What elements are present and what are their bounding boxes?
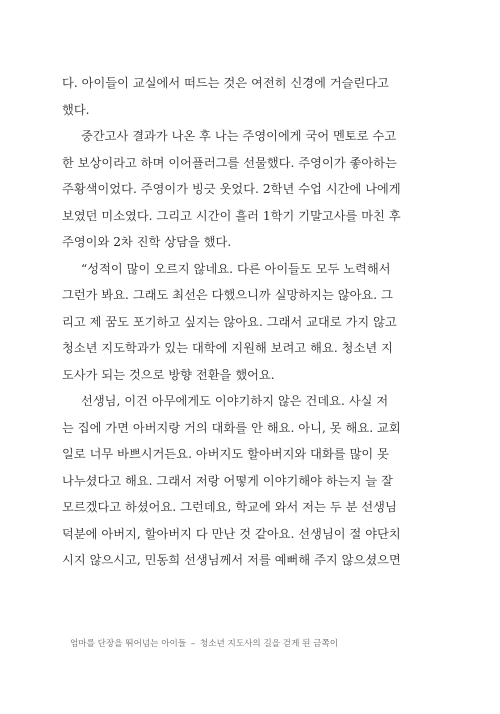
text-line: 청소년 지도학과가 있는 대학에 지원해 보려고 해요. 청소년 지 <box>62 341 393 355</box>
text-line: 한 보상이라고 하며 이어플러그를 선물했다. 주영이가 좋아하는 <box>62 155 397 170</box>
footer-separator: – <box>190 639 196 649</box>
text-line: 도사가 되는 것으로 방향 전환을 했어요. <box>62 367 275 382</box>
paragraph-start-line: 중간고사 결과가 나온 후 나는 주영이에게 국어 멘토로 수고 <box>81 129 397 143</box>
text-line: 주영이와 2차 진학 상담을 했다. <box>62 235 232 249</box>
running-footer <box>70 637 338 649</box>
footer-chapter-title: 청소년 지도사의 길을 걷게 된 금쪽이 <box>199 639 339 649</box>
text-line: 리고 제 꿈도 포기하고 싶지는 않아요. 그래서 교대로 가지 않고 <box>62 314 397 329</box>
text-line: 나누셨다고 해요. 그래서 저랑 어떻게 이야기해야 하는지 늘 잘 <box>62 473 393 488</box>
text-line: 보였던 미소였다. 그리고 시간이 흘러 1학기 기말고사를 마친 후 <box>62 208 401 223</box>
text-line: 시지 않으시고, 민동희 선생님께서 저를 예뻐해 주지 않으셨으면 <box>62 553 401 567</box>
text-line: 다. 아이들이 교실에서 떠드는 것은 여전히 신경에 거슬린다고 <box>62 76 389 90</box>
text-line: 덕분에 아버지, 할아버지 다 만난 것 같아요. 선생님이 절 야단치 <box>62 526 401 541</box>
paragraph-start-line: 선생님, 이건 아무에게도 이야기하지 않은 건데요. 사실 저 <box>81 394 389 408</box>
text-line: 일로 너무 바쁘시거든요. 아버지도 할아버지와 대화를 많이 못 <box>62 447 389 461</box>
body-text <box>62 70 440 574</box>
footer-book-title: 엄마를 단장을 뛰어넘는 아이들 <box>70 639 187 649</box>
text-line: 모르겠다고 하셨어요. 그런데요, 학교에 와서 저는 두 분 선생님 <box>62 500 397 514</box>
paragraph-start-line: “성적이 많이 오르지 않네요. 다른 아이들도 모두 노력해서 <box>81 261 391 276</box>
text-line: 했다. <box>62 102 90 117</box>
text-line: 주황색이었다. 주영이가 빙긋 웃었다. 2학년 수업 시간에 나에게 <box>62 182 401 196</box>
text-line: 그런가 봐요. 그래도 최선은 다했으니까 실망하지는 않아요. 그 <box>62 288 393 302</box>
text-line: 는 집에 가면 아버지랑 거의 대화를 안 해요. 아니, 못 해요. 교회 <box>62 420 401 435</box>
